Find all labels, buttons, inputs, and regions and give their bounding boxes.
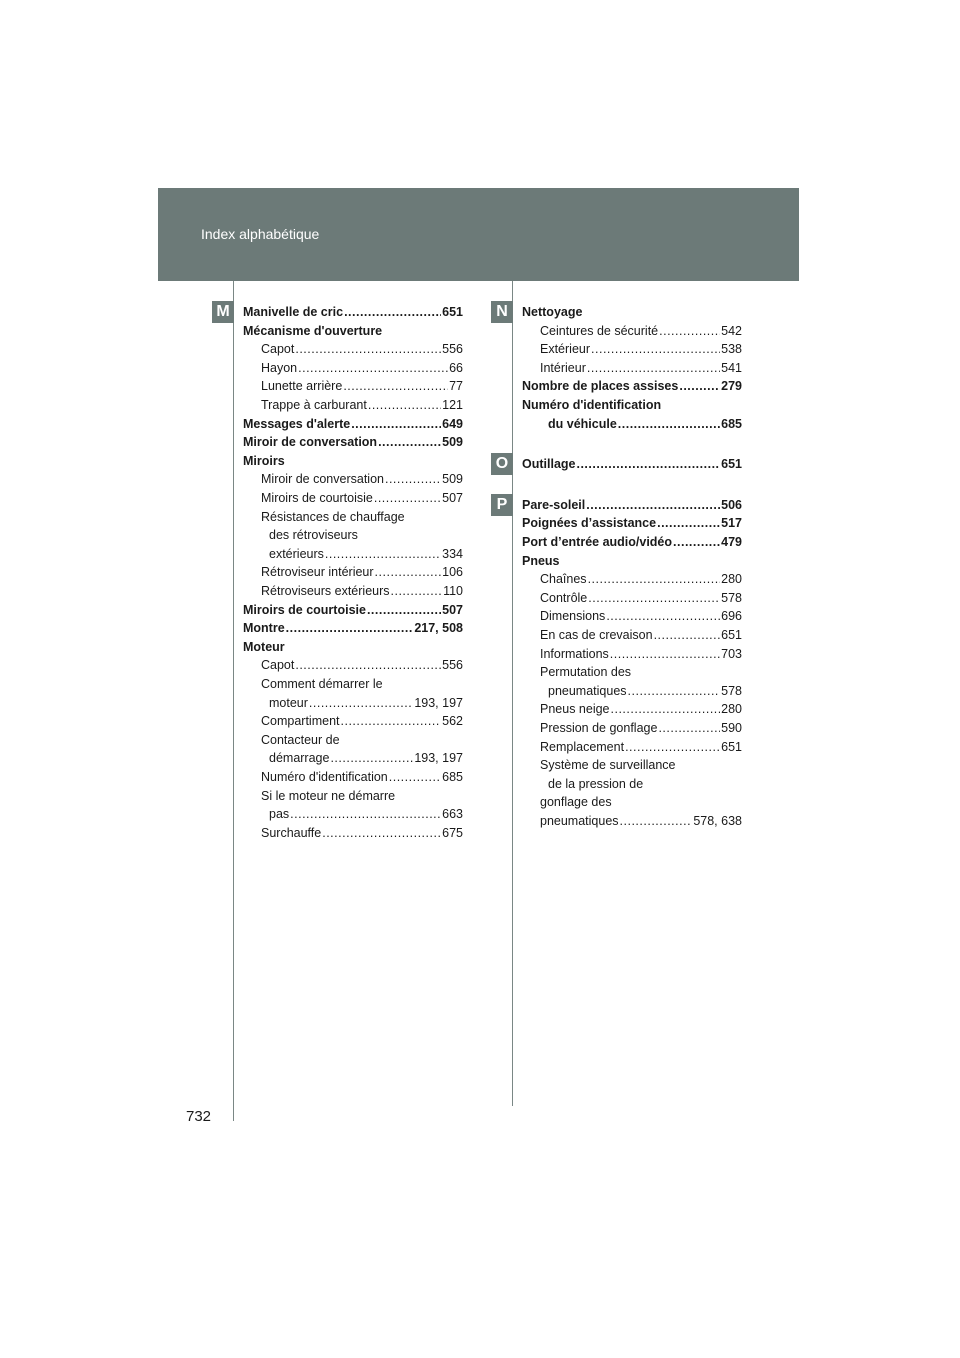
dot-leader — [610, 646, 720, 662]
header-band — [158, 188, 799, 281]
section-letter-p: P — [491, 494, 513, 516]
index-entry-text: Système de surveillance — [540, 758, 676, 773]
index-entry — [522, 378, 742, 394]
dot-leader — [620, 813, 693, 829]
index-entry — [548, 776, 742, 792]
index-entry-page: 651 — [721, 739, 742, 754]
dot-leader — [591, 341, 720, 357]
index-entry-text: Extérieur — [540, 342, 591, 357]
index-entry-page: 590 — [721, 721, 742, 735]
index-entry-text: Permutation des — [540, 665, 632, 680]
index-entry-page: 578 — [721, 590, 742, 605]
index-entry — [522, 456, 742, 472]
index-entry-text: Pare-soleil — [522, 497, 586, 512]
index-entry-page: 651 — [721, 628, 742, 642]
index-entry-page: 556 — [442, 658, 463, 673]
index-entry — [261, 825, 463, 841]
index-entry-page: 193, 197 — [414, 751, 463, 766]
dot-leader — [290, 806, 441, 822]
index-entry-page: 562 — [442, 714, 463, 729]
index-entry-text: En cas de crevaison — [540, 628, 653, 642]
index-entry-text: Rétroviseur intérieur — [261, 565, 374, 580]
index-entry-text: Pression de gonflage — [540, 721, 658, 735]
index-entry — [540, 813, 742, 829]
index-entry — [269, 806, 463, 822]
dot-leader — [309, 695, 413, 711]
index-entry — [243, 639, 463, 655]
index-entry-page: 703 — [721, 646, 742, 661]
index-entry-text: Numéro d'identification — [522, 398, 662, 412]
index-entry-page: 217, 508 — [414, 621, 463, 636]
index-entry — [261, 769, 463, 785]
index-entry-text: de la pression de — [548, 776, 644, 791]
section-letter-n: N — [491, 301, 513, 323]
index-entry — [261, 471, 463, 487]
index-entry-text: Surchauffe — [261, 825, 322, 840]
index-entry-text: Messages d'alerte — [243, 416, 351, 431]
index-entry — [522, 304, 742, 320]
index-entry-text: Compartiment — [261, 714, 340, 729]
dot-leader — [378, 434, 441, 450]
index-entry-page: 685 — [442, 770, 463, 784]
dot-leader — [322, 825, 441, 841]
index-entry-text: Miroir de conversation — [261, 472, 384, 487]
dot-leader — [385, 471, 441, 487]
index-entry-page: 556 — [442, 342, 463, 357]
index-entry — [540, 757, 742, 773]
dot-leader — [295, 341, 441, 357]
dot-leader — [351, 416, 441, 432]
dot-leader — [298, 360, 448, 376]
page-number: 732 — [186, 1108, 212, 1125]
index-entry-page: 649 — [442, 416, 463, 431]
dot-leader — [341, 713, 442, 729]
index-entry-page: 121 — [442, 398, 463, 412]
index-entry — [522, 515, 742, 531]
index-entry-text: Contrôle — [540, 590, 588, 605]
dot-leader — [374, 490, 441, 506]
dot-leader — [679, 378, 720, 394]
dot-leader — [325, 546, 441, 562]
index-column-left — [216, 303, 463, 864]
dot-leader — [659, 323, 720, 339]
section-letter-o: O — [491, 453, 513, 475]
index-entry — [261, 583, 463, 599]
index-entry-page: 77 — [449, 379, 463, 394]
index-entry-text: Miroir de conversation — [243, 435, 378, 450]
index-entry — [540, 590, 742, 606]
index-entry-text: Contacteur de — [261, 732, 340, 747]
index-entry-page: 663 — [442, 807, 463, 822]
index-entry — [261, 732, 463, 748]
index-entry-page: 542 — [721, 323, 742, 338]
index-entry — [269, 546, 463, 562]
dot-leader — [628, 683, 721, 699]
index-entry — [548, 416, 742, 432]
section-letter-m: M — [212, 301, 234, 323]
dot-leader — [673, 534, 720, 550]
index-entry — [261, 397, 463, 413]
index-entry-text: pas — [269, 807, 290, 822]
index-entry-text: Intérieur — [540, 360, 586, 375]
index-entry — [243, 620, 463, 636]
index-entry-page: 541 — [721, 360, 742, 375]
index-entry — [261, 378, 463, 394]
index-entry-text: Capot — [261, 658, 295, 673]
index-entry-page: 334 — [442, 546, 463, 561]
index-entry-text: Port d’entrée audio/vidéo — [522, 535, 673, 549]
index-entry-page: 685 — [721, 416, 742, 431]
dot-leader — [367, 602, 441, 618]
index-entry-text: extérieurs — [269, 546, 324, 561]
index-entry-page: 507 — [442, 602, 463, 617]
index-entry — [540, 571, 742, 587]
index-entry — [522, 397, 742, 413]
index-entry-text: pneumatiques — [548, 683, 627, 698]
index-entry-page: 280 — [721, 572, 742, 587]
index-entry-page: 280 — [721, 702, 742, 717]
index-entry-page: 538 — [721, 342, 742, 357]
dot-leader — [588, 571, 721, 587]
index-entry-page: 106 — [442, 565, 463, 580]
dot-leader — [658, 720, 720, 736]
index-entry — [261, 657, 463, 673]
index-entry-text: Outillage — [522, 457, 576, 472]
index-entry — [540, 720, 742, 736]
dot-leader — [618, 416, 720, 432]
index-entry — [548, 683, 742, 699]
index-entry — [261, 788, 463, 804]
index-entry-text: pneumatiques — [540, 814, 619, 828]
index-entry — [243, 434, 463, 450]
index-entry — [540, 664, 742, 680]
index-entry-page: 517 — [721, 516, 742, 531]
index-entry-page: 651 — [442, 305, 463, 319]
dot-leader — [657, 515, 720, 531]
index-entry-text: moteur — [269, 695, 308, 710]
index-entry — [243, 453, 463, 469]
index-entry-page: 578 — [721, 683, 742, 698]
index-entry — [540, 323, 742, 339]
index-entry — [243, 323, 463, 339]
index-entry — [261, 713, 463, 729]
index-entry — [540, 739, 742, 755]
index-entry-text: Capot — [261, 342, 295, 357]
dot-leader — [586, 497, 720, 513]
index-entry — [269, 695, 463, 711]
index-entry-page: 675 — [442, 825, 463, 840]
left-margin-rule — [233, 281, 234, 1121]
index-entry — [269, 527, 463, 543]
index-entry-text: gonflage des — [540, 795, 612, 810]
index-entry-page: 506 — [721, 497, 742, 512]
column-divider-rule — [512, 281, 513, 1106]
dot-leader — [588, 590, 720, 606]
index-entry — [540, 646, 742, 662]
index-entry-text: Mécanisme d'ouverture — [243, 323, 383, 338]
index-entry-text: Moteur — [243, 639, 285, 654]
index-entry — [261, 490, 463, 506]
index-entry — [261, 509, 463, 525]
dot-leader — [375, 564, 442, 580]
index-entry-text: Miroirs de courtoisie — [261, 491, 373, 505]
dot-leader — [391, 583, 443, 599]
dot-leader — [654, 627, 721, 643]
index-entry-page: 651 — [721, 457, 742, 472]
index-entry-page: 110 — [443, 584, 463, 598]
index-entry-text: Miroirs — [243, 453, 285, 468]
index-entry — [261, 564, 463, 580]
dot-leader — [330, 750, 413, 766]
index-entry-text: Pneus — [522, 553, 560, 568]
index-entry-text: Pneus neige — [540, 702, 610, 717]
dot-leader — [625, 739, 720, 755]
index-entry-text: Informations — [540, 646, 609, 661]
index-entry-page: 578, 638 — [693, 814, 742, 828]
index-entry — [261, 676, 463, 692]
index-entry-page: 479 — [721, 535, 742, 549]
index-entry-page: 696 — [721, 609, 742, 624]
dot-leader — [344, 304, 441, 320]
dot-leader — [286, 620, 414, 636]
header-title: Index alphabétique — [201, 226, 320, 242]
index-entry-text: Poignées d’assistance — [522, 516, 657, 531]
index-entry-text: des rétroviseurs — [269, 528, 358, 543]
index-entry-text: Dimensions — [540, 609, 606, 624]
index-entry — [243, 304, 463, 320]
index-entry — [540, 360, 742, 376]
index-entry — [540, 627, 742, 643]
dot-leader — [611, 701, 721, 717]
dot-leader — [587, 360, 720, 376]
index-entry-page: 66 — [449, 360, 463, 375]
index-entry-text: Manivelle de cric — [243, 305, 344, 319]
index-entry-text: Comment démarrer le — [261, 677, 383, 691]
index-entry-text: Si le moteur ne démarre — [261, 788, 396, 803]
dot-leader — [295, 657, 441, 673]
index-entry-page: 193, 197 — [414, 695, 463, 710]
index-entry — [269, 750, 463, 766]
index-entry-text: Lunette arrière — [261, 379, 343, 394]
index-entry-text: Hayon — [261, 360, 298, 375]
index-entry-page: 509 — [442, 435, 463, 450]
index-entry — [243, 416, 463, 432]
index-entry-page: 507 — [442, 491, 463, 505]
dot-leader — [343, 378, 448, 394]
index-entry — [540, 794, 742, 810]
index-entry-text: Remplacement — [540, 739, 625, 754]
index-entry — [540, 341, 742, 357]
index-entry-page: 279 — [721, 379, 742, 394]
dot-leader — [606, 608, 720, 624]
index-entry — [522, 553, 742, 569]
index-entry — [522, 497, 742, 513]
dot-leader — [576, 456, 720, 472]
dot-leader — [389, 769, 441, 785]
index-entry-text: démarrage — [269, 751, 330, 766]
index-entry-text: Chaînes — [540, 572, 587, 587]
index-column-right — [495, 303, 742, 864]
index-entry-text: Ceintures de sécurité — [540, 323, 659, 338]
index-entry-text: Miroirs de courtoisie — [243, 602, 366, 617]
index-entry — [261, 360, 463, 376]
index-entry-text: Rétroviseurs extérieurs — [261, 584, 390, 598]
index-entry-text: Numéro d'identification — [261, 770, 388, 784]
index-entry-text: Trappe à carburant — [261, 398, 367, 412]
dot-leader — [368, 397, 441, 413]
index-entry-page: 509 — [442, 472, 463, 487]
index-entry-text: Nombre de places assises — [522, 379, 679, 394]
index-entry — [522, 534, 742, 550]
index-entry — [540, 701, 742, 717]
index-entry-text: Nettoyage — [522, 305, 583, 319]
index-entry — [261, 341, 463, 357]
index-entry-text: du véhicule — [548, 416, 617, 431]
index-entry — [540, 608, 742, 624]
index-entry-text: Résistances de chauffage — [261, 509, 405, 524]
index-entry-text: Montre — [243, 621, 285, 636]
index-entry — [243, 602, 463, 618]
